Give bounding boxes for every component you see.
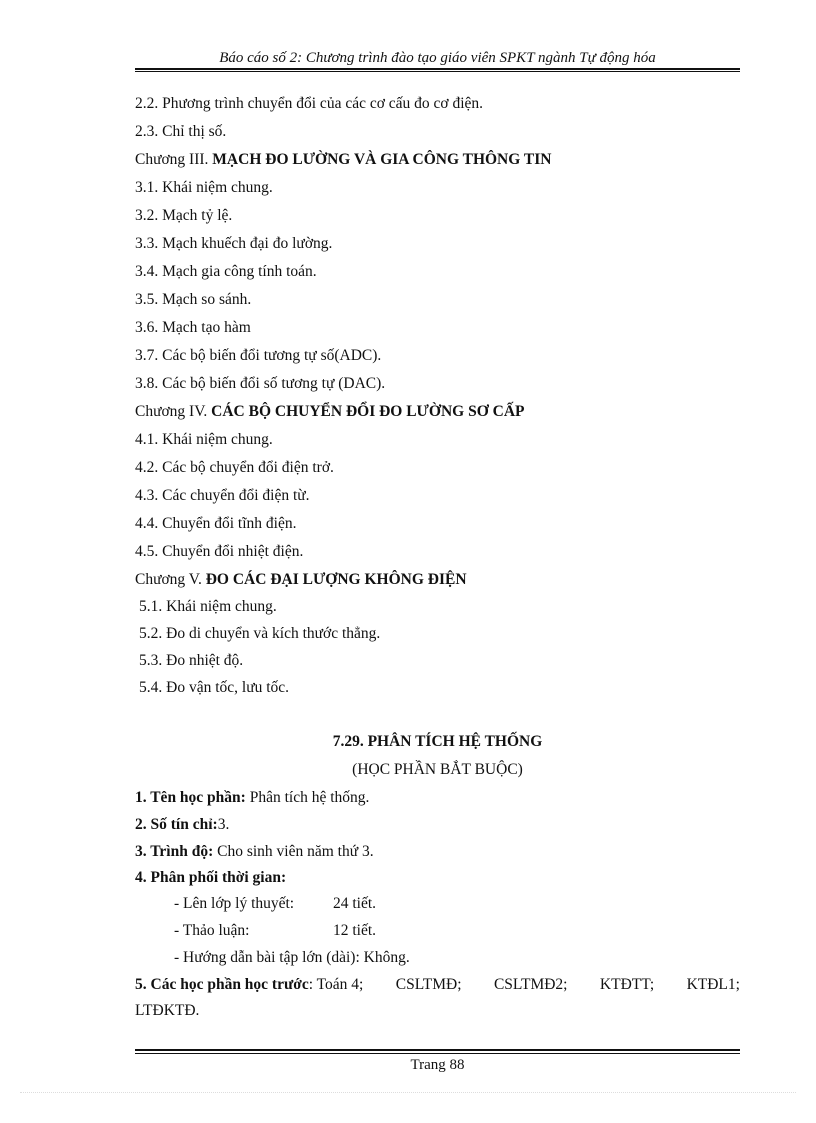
credits-value: 3.	[217, 816, 230, 833]
prerequisite-item: KTĐTT;	[599, 976, 655, 993]
header-rule	[135, 68, 740, 70]
toc-item: 4.2. Các bộ chuyển đổi điện trở.	[135, 459, 334, 476]
prerequisites-first	[135, 975, 363, 995]
time-heading: 4. Phân phối thời gian:	[135, 869, 287, 886]
chapter-heading	[135, 402, 525, 422]
discussion-value: 12 tiết.	[333, 922, 377, 939]
lecture-label: - Lên lớp lý thuyết:	[174, 895, 295, 912]
toc-item: 4.3. Các chuyển đổi điện từ.	[135, 487, 310, 504]
course-name-label: 1. Tên học phần:	[135, 789, 246, 806]
chapter-prefix: Chương IV.	[135, 403, 208, 420]
prerequisite-item: LTĐKTĐ.	[135, 1002, 200, 1019]
project-hours: - Hướng dẫn bài tập lớn (dài): Không.	[174, 949, 410, 966]
lecture-hours	[174, 894, 294, 914]
toc-item: 4.1. Khái niệm chung.	[135, 431, 273, 448]
chapter-prefix: Chương III.	[135, 151, 209, 168]
toc-item: 2.2. Phương trình chuyển đổi của các cơ cấu đo cơ điện.	[135, 95, 484, 112]
toc-item: 3.2. Mạch tỷ lệ.	[135, 207, 233, 224]
prerequisites	[135, 975, 740, 995]
running-header: Báo cáo số 2: Chương trình đào tạo giáo viên SPKT ngành Tự động hóa	[219, 50, 656, 66]
chapter-heading	[135, 150, 551, 170]
course-name-value: Phân tích hệ thống.	[249, 789, 370, 806]
toc-item: 5.2. Đo di chuyển và kích thước thẳng.	[139, 625, 381, 642]
toc-item: 2.3. Chỉ thị số.	[135, 123, 227, 140]
toc-item: 3.5. Mạch so sánh.	[135, 291, 252, 308]
footer-rule	[135, 1049, 740, 1051]
prerequisite-item: KTĐL1;	[686, 976, 740, 993]
discussion-hours	[174, 921, 249, 941]
prerequisites-label: 5. Các học phần học trước	[135, 976, 309, 993]
toc-item: 4.5. Chuyển đổi nhiệt điện.	[135, 543, 304, 560]
prerequisite-item: CSLTMĐ;	[395, 976, 462, 993]
section-subtitle: (HỌC PHẦN BẮT BUỘC)	[352, 761, 523, 778]
level-label: 3. Trình độ:	[135, 843, 214, 860]
footer-rule-thin	[135, 1053, 740, 1054]
toc-item: 4.4. Chuyển đổi tĩnh điện.	[135, 515, 297, 532]
credits	[135, 815, 229, 835]
credits-label: 2. Số tín chỉ:	[135, 816, 218, 833]
toc-item: 5.3. Đo nhiệt độ.	[139, 652, 244, 669]
toc-item: 3.1. Khái niệm chung.	[135, 179, 273, 196]
prerequisite-item: : Toán 4;	[308, 976, 364, 993]
chapter-title: MẠCH ĐO LƯỜNG VÀ GIA CÔNG THÔNG TIN	[212, 151, 552, 168]
level-value: Cho sinh viên năm thứ 3.	[217, 843, 374, 860]
prerequisite-item: CSLTMĐ2;	[493, 976, 568, 993]
toc-item: 3.6. Mạch tạo hàm	[135, 319, 251, 336]
toc-item: 3.3. Mạch khuếch đại đo lường.	[135, 235, 333, 252]
toc-item: 5.4. Đo vận tốc, lưu tốc.	[139, 679, 290, 696]
page-bottom-divider	[20, 1092, 796, 1093]
toc-item: 3.7. Các bộ biến đổi tương tự số(ADC).	[135, 347, 382, 364]
toc-item: 3.4. Mạch gia công tính toán.	[135, 263, 317, 280]
chapter-prefix: Chương V.	[135, 571, 202, 588]
section-title: 7.29. PHÂN TÍCH HỆ THỐNG	[332, 733, 543, 750]
level	[135, 842, 374, 862]
page-number: Trang 88	[410, 1057, 465, 1073]
course-name	[135, 788, 369, 808]
chapter-heading	[135, 570, 467, 590]
lecture-value: 24 tiết.	[333, 895, 377, 912]
chapter-title: ĐO CÁC ĐẠI LƯỢNG KHÔNG ĐIỆN	[205, 571, 467, 588]
discussion-label: - Thảo luận:	[174, 922, 250, 939]
header-rule-thin	[135, 71, 740, 72]
chapter-title: CÁC BỘ CHUYỂN ĐỔI ĐO LƯỜNG SƠ CẤP	[211, 403, 525, 420]
toc-item: 3.8. Các bộ biến đổi số tương tự (DAC).	[135, 375, 386, 392]
toc-item: 5.1. Khái niệm chung.	[139, 598, 277, 615]
